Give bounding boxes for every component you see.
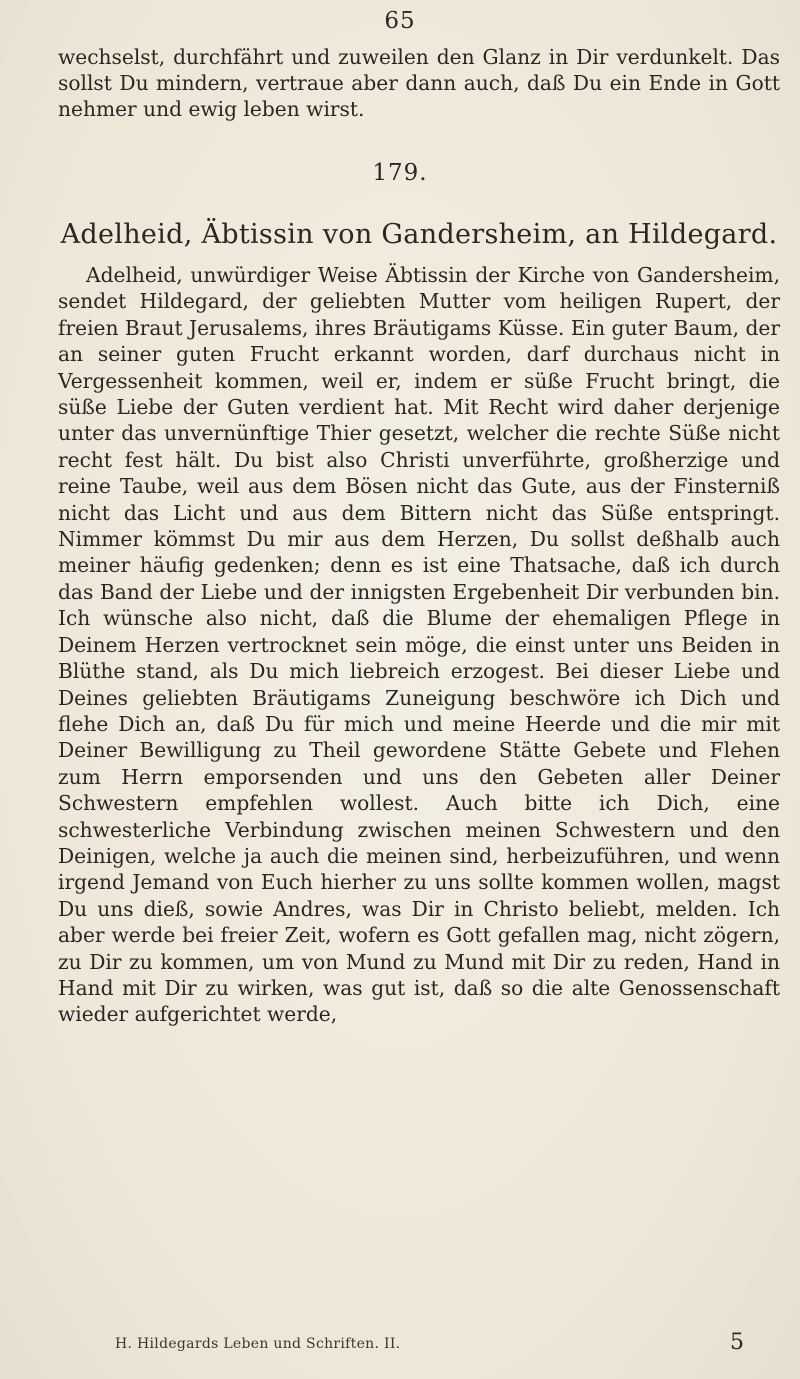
letter-title: Adelheid, Äbtissin von Gandersheim, an Hildegard. [60, 219, 778, 250]
letter-body-paragraph: Adelheid, unwürdiger Weise Äbtissin der Kirche von Gandersheim, sendet Hildegard, der geliebten Mutter vom heiligen Rupert, der freien Braut Jerusalems, ihres Bräutigams Küsse. Ein guter Baum, der an seiner guten Frucht erkannt worden, darf durchaus nicht in Vergessenheit kommen, weil er, indem er süße Frucht bringt, die süße Liebe der Guten verdient hat. Mit Recht wird daher derjenige unter das unvernünftige Thier gesetzt, welcher die rechte Süße nicht recht fest hält. Du bist also Christi unverführte, großherzige und reine Taube, weil aus dem Bösen nicht das Gute, aus der Finsterniß nicht das Licht und aus dem Bittern nicht das Süße entspringt. Nimmer kömmst Du mir aus dem Herzen, Du sollst deßhalb auch meiner häufig gedenken; denn es ist eine Thatsache, daß ich durch das Band der Liebe und der innigsten Ergebenheit Dir verbunden bin. Ich wünsche also nicht, daß die Blume der ehemaligen Pflege in Deinem Herzen vertrocknet sein möge, die einst unter uns Beiden in Blüthe stand, als Du mich liebreich erzogest. Bei dieser Liebe und Deines geliebten Bräutigams Zuneigung beschwöre ich Dich und flehe Dich an, daß Du für mich und meine Heerde und die mir mit Deiner Bewilligung zu Theil gewordene Stätte Gebete und Flehen zum Herrn emporsenden und uns den Gebeten aller Deiner Schwestern empfehlen wollest. Auch bitte ich Dich, eine schwesterliche Verbindung zwischen meinen Schwestern und den Deinigen, welche ja auch die meinen sind, herbeizuführen, und wenn irgend Jemand von Euch hierher zu uns sollte kommen wollen, magst Du uns dieß, sowie Andres, was Dir in Christo beliebt, melden. Ich aber werde bei freier Zeit, wofern es Gott gefallen mag, nicht zögern, zu Dir zu kommen, um von Mund zu Mund mit Dir zu reden, Hand in Hand mit Dir zu wirken, was gut ist, daß so die alte Genossenschaft wieder aufgerichtet werde, [58, 263, 780, 1027]
letter-number: 179. [372, 160, 428, 186]
footer-signature-line: H. Hildegards Leben und Schriften. II. [115, 1336, 401, 1352]
previous-letter-ending [58, 44, 780, 122]
page-number: 65 [384, 8, 416, 34]
printer-signature-mark: 5 [730, 1330, 744, 1355]
letter-body [58, 262, 780, 1028]
previous-letter-text: wechselst, durchfährt und zuweilen den Glanz in Dir verdunkelt. Das sollst Du mindern, vertraue aber dann auch, daß Du ein Ende in Gott nehmer und ewig leben wirst. [58, 45, 780, 121]
